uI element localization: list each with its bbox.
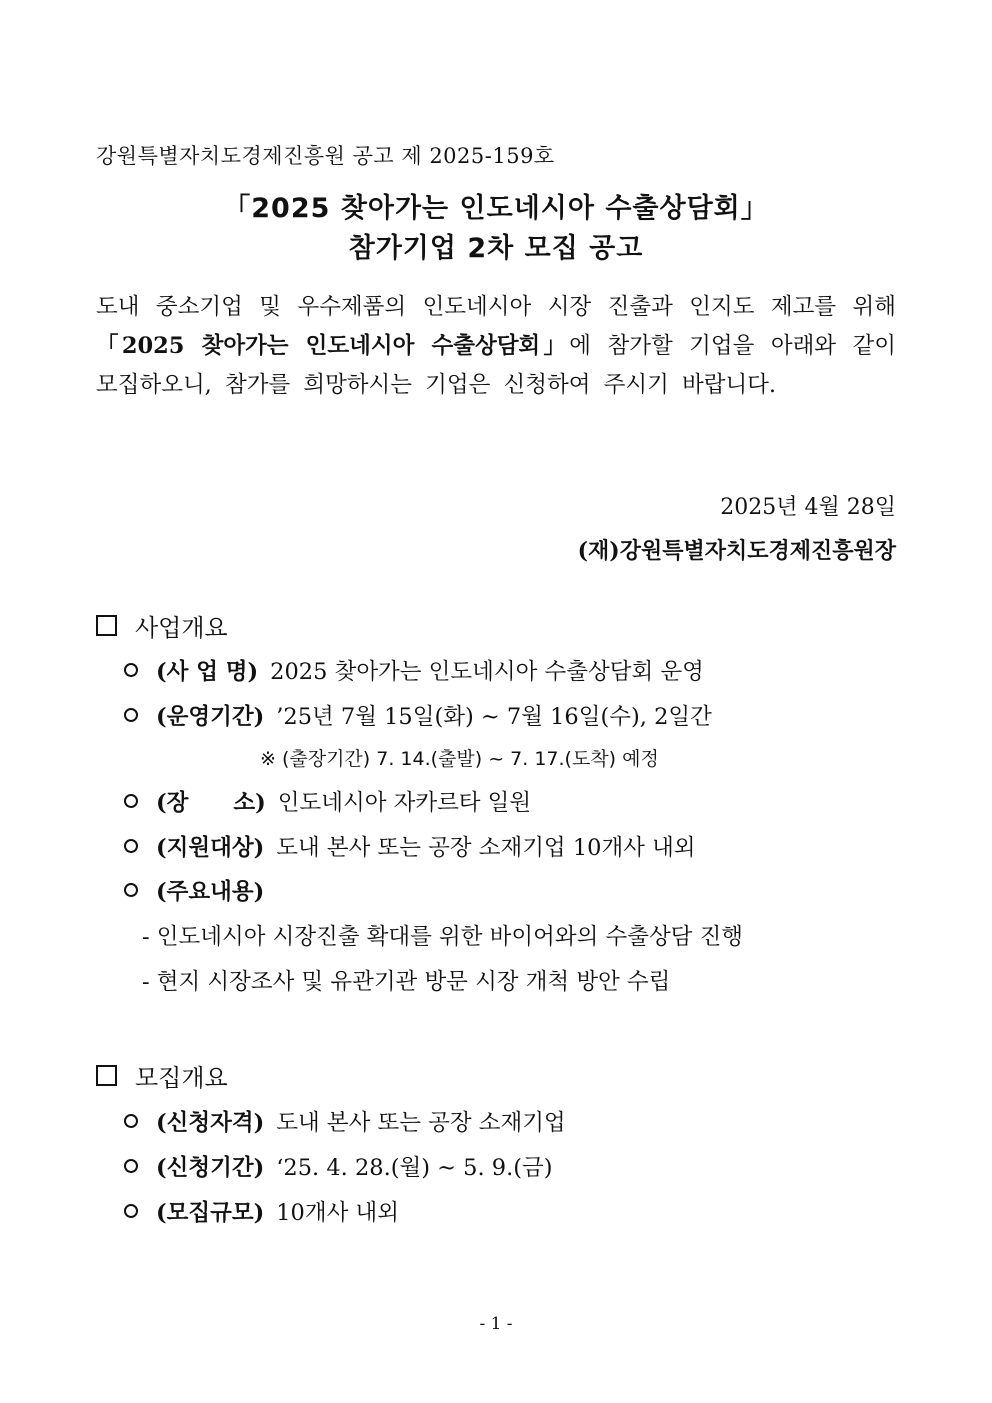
section-business-overview (96, 608, 228, 643)
notice-number: 강원특별자치도경제진흥원 공고 제 2025-159호 (96, 144, 555, 168)
intro-paragraph (96, 288, 896, 405)
item-label: (신청기간) (156, 1155, 265, 1181)
document-subtitle: 참가기업 2차 모집 공고 (348, 233, 644, 264)
circle-bullet-icon (124, 663, 138, 677)
intro-text-1: 도내 중소기업 및 우수제품의 인도네시아 시장 진출과 인지도 제고를 위해 (96, 294, 896, 320)
announcement-date: 2025년 4월 28일 (720, 495, 896, 520)
section-heading: 모집개요 (135, 1064, 228, 1092)
item-value: 2025 찾아가는 인도네시아 수출상담회 운영 (270, 659, 704, 685)
list-item (124, 830, 696, 862)
list-item (124, 785, 531, 817)
detail-item: - 현지 시장조사 및 유관기관 방문 시장 개척 방안 수립 (142, 969, 671, 995)
list-item (124, 1150, 553, 1182)
item-value: ‘25. 4. 28.(월) ~ 5. 9.(금) (276, 1155, 553, 1181)
section-recruitment-overview (96, 1058, 228, 1093)
item-label: (운영기간) (156, 704, 265, 730)
detail-item: - 인도네시아 시장진출 확대를 위한 바이어와의 수출상담 진행 (142, 924, 744, 950)
intro-event-name: 「2025 찾아가는 인도네시아 수출상담회」 (96, 333, 570, 359)
list-item (124, 874, 276, 906)
item-label: (사 업 명) (156, 659, 259, 685)
circle-bullet-icon (124, 1159, 138, 1173)
circle-bullet-icon (124, 794, 138, 808)
item-label: (모집규모) (156, 1200, 265, 1226)
item-value: ’25년 7월 15일(화) ~ 7월 16일(수), 2일간 (276, 704, 712, 730)
intro-text-2: 에 참가할 기업을 아래와 같이 모집하오니, 참가를 희망하시는 기업은 신청하여 주시기 바랍니다. (96, 333, 896, 398)
item-value: 10개사 내외 (276, 1200, 399, 1226)
circle-bullet-icon (124, 708, 138, 722)
circle-bullet-icon (124, 1204, 138, 1218)
item-value: 도내 본사 또는 공장 소재기업 10개사 내외 (276, 835, 696, 861)
square-bullet-icon (96, 1065, 117, 1086)
issuing-organization: (재)강원특별자치도경제진흥원장 (577, 538, 896, 564)
item-label: (장 소) (156, 790, 266, 816)
list-item (124, 654, 704, 686)
list-item (124, 699, 712, 731)
list-item (124, 1195, 399, 1227)
item-label: (주요내용) (156, 879, 265, 905)
list-item (124, 1105, 566, 1137)
square-bullet-icon (96, 615, 117, 636)
item-label: (신청자격) (156, 1110, 265, 1136)
circle-bullet-icon (124, 839, 138, 853)
circle-bullet-icon (124, 883, 138, 897)
document-title: 「2025 찾아가는 인도네시아 수출상담회」 (223, 193, 769, 224)
schedule-note: ※ (출장기간) 7. 14.(출발) ~ 7. 17.(도착) 예정 (260, 748, 659, 770)
item-value: 인도네시아 자카르타 일원 (277, 790, 532, 816)
item-label: (지원대상) (156, 835, 265, 861)
circle-bullet-icon (124, 1114, 138, 1128)
item-value: 도내 본사 또는 공장 소재기업 (276, 1110, 566, 1136)
section-heading: 사업개요 (135, 614, 228, 642)
page-number: - 1 - (479, 1314, 513, 1334)
